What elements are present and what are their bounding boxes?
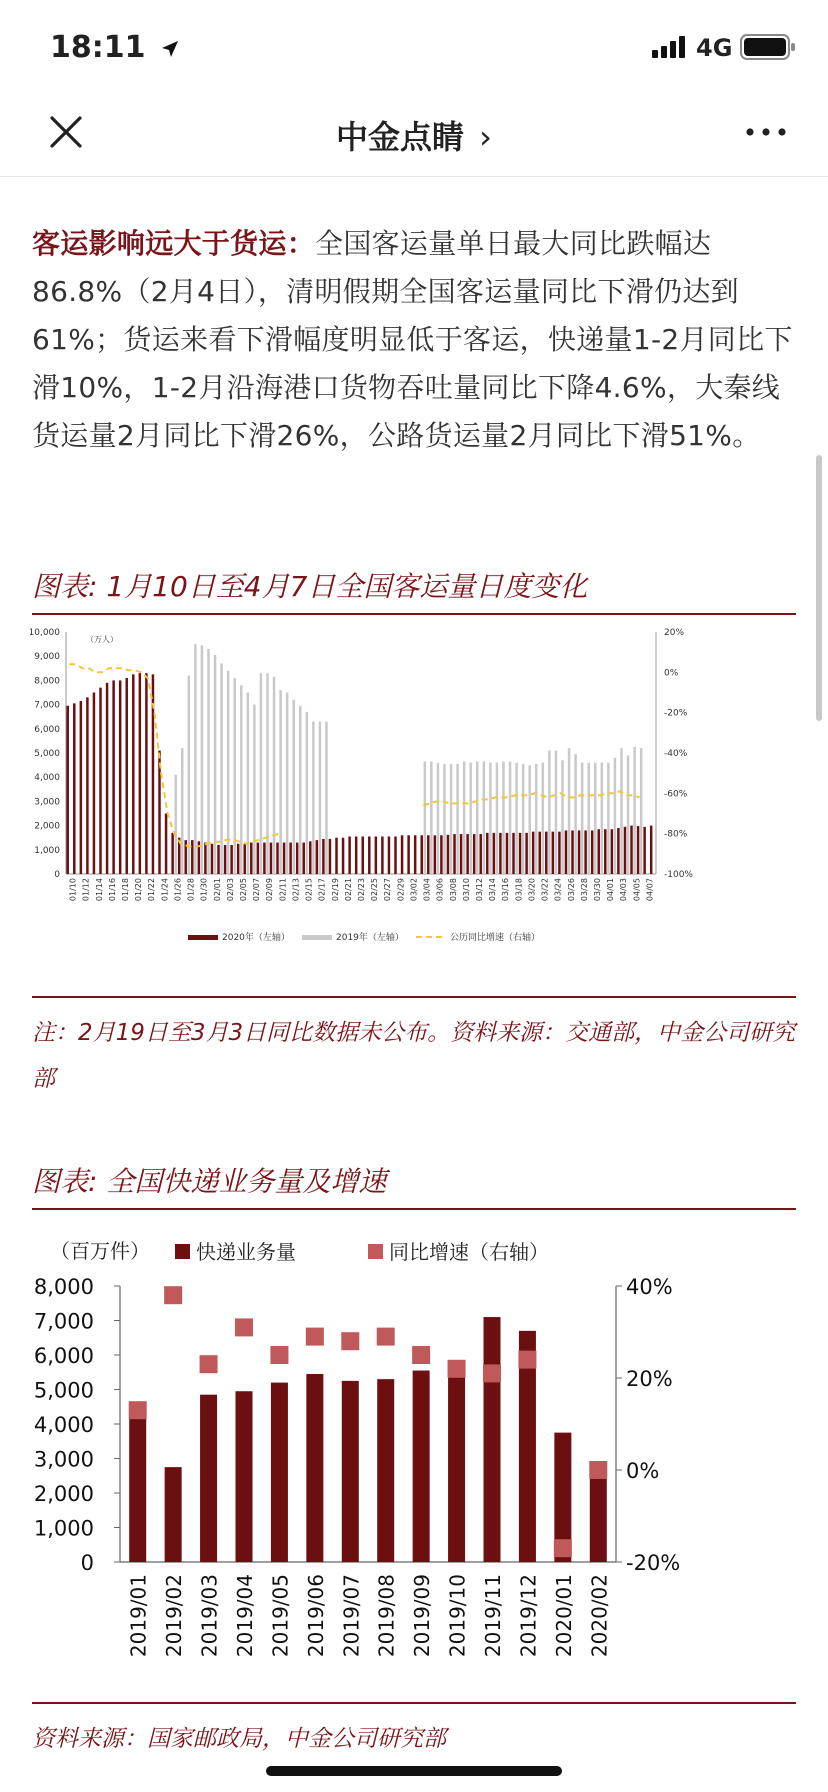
bar-2019: [194, 644, 196, 874]
bar-2019: [437, 763, 439, 874]
bar-2020: [486, 833, 488, 874]
x-tick-label: 2019/12: [516, 1574, 541, 1658]
bar-2019: [535, 764, 537, 874]
yoy-marker: [341, 1332, 359, 1350]
bar-2020: [643, 827, 645, 874]
y-tick-label: 4,000: [33, 1413, 94, 1437]
y-tick-label: 4,000: [34, 773, 60, 784]
y-tick-label: 0: [54, 870, 60, 880]
bar-2020: [375, 836, 377, 874]
bar-2019: [240, 685, 242, 874]
bar-2019: [489, 763, 491, 874]
x-tick-label: 03/12: [475, 878, 484, 902]
x-tick-label: 2019/09: [410, 1574, 435, 1658]
x-tick-label: 02/03: [225, 878, 235, 902]
y-tick-label: 6,000: [33, 1344, 94, 1368]
volume-bar: [200, 1395, 217, 1562]
bar-2020: [473, 834, 475, 874]
bar-2019: [247, 693, 249, 875]
volume-bar: [377, 1379, 394, 1562]
bar-2020: [624, 827, 626, 874]
bar-2019: [181, 748, 183, 874]
x-tick-label: 02/23: [357, 878, 366, 902]
y-tick-label: 2,000: [33, 1482, 94, 1506]
x-tick-label: 02/17: [317, 878, 327, 902]
bar-2020: [525, 833, 527, 874]
bar-2020: [302, 843, 304, 874]
x-tick-label: 02/25: [370, 878, 380, 902]
bar-2020: [479, 834, 481, 874]
bar-2020: [597, 829, 599, 874]
bar-2020: [217, 845, 219, 874]
bar-2019: [253, 705, 255, 874]
bar-2020: [99, 688, 101, 874]
volume-bar: [165, 1467, 182, 1562]
x-tick-label: 02/13: [291, 878, 301, 902]
bar-2020: [139, 673, 141, 874]
bar-2020: [211, 844, 213, 874]
bar-2019: [607, 763, 609, 874]
bar-2020: [460, 834, 462, 874]
bar-2020: [558, 832, 560, 874]
bar-2020: [119, 680, 121, 874]
bar-2020: [499, 833, 501, 874]
x-tick-label: 03/02: [409, 878, 419, 902]
bar-2020: [453, 834, 455, 874]
bar-2019: [450, 764, 452, 874]
bar-2020: [171, 833, 173, 874]
y2-tick-label: 20%: [626, 1367, 673, 1391]
x-tick-label: 04/03: [619, 878, 629, 902]
x-tick-label: 03/14: [488, 878, 498, 902]
status-bar: [0, 0, 828, 100]
unit-label: （百万件）: [50, 1239, 150, 1263]
bar-2020: [650, 826, 652, 874]
x-tick-label: 03/18: [514, 878, 524, 902]
x-tick-label: 02/01: [212, 878, 222, 902]
bar-2020: [394, 836, 396, 874]
y-tick-label: 8,000: [34, 676, 60, 687]
volume-bar: [271, 1383, 288, 1562]
bar-2019: [227, 671, 229, 874]
bar-2020: [165, 814, 167, 875]
bar-2019: [299, 706, 301, 874]
y-tick-label: 1,000: [33, 1516, 94, 1541]
x-tick-label: 2019/02: [162, 1574, 187, 1658]
home-indicator[interactable]: [266, 1766, 562, 1776]
bar-2020: [361, 836, 363, 874]
yoy-marker: [589, 1461, 607, 1479]
bar-2020: [355, 836, 357, 874]
bar-2020: [388, 836, 390, 874]
bar-2019: [548, 751, 550, 874]
bar-2020: [578, 830, 580, 874]
bar-2019: [233, 678, 235, 874]
bar-2019: [528, 765, 530, 874]
legend-label-2019: 2019年（左轴）: [336, 933, 404, 943]
x-tick-label: 01/20: [134, 878, 144, 902]
y-tick-label: 3,000: [33, 1447, 94, 1472]
x-tick-label: 03/16: [501, 878, 511, 902]
bar-2020: [368, 836, 370, 874]
bar-2020: [565, 830, 567, 874]
express-delivery-chart-svg: [30, 1220, 796, 1680]
y-tick-label: 8,000: [33, 1275, 94, 1299]
y2-tick-label: -100%: [664, 870, 693, 880]
nav-title[interactable]: 中金点睛 ›: [336, 118, 492, 156]
y-tick-label: 0: [80, 1551, 94, 1575]
bar-2019: [260, 673, 262, 874]
y2-tick-label: 40%: [626, 1275, 673, 1299]
yoy-marker: [200, 1355, 218, 1373]
volume-bar: [129, 1417, 146, 1562]
x-tick-label: 2020/02: [587, 1574, 612, 1658]
yoy-marker: [518, 1351, 536, 1369]
bar-2020: [440, 835, 442, 874]
bar-2020: [466, 834, 468, 874]
bar-2020: [237, 844, 239, 874]
x-tick-label: 01/18: [121, 878, 130, 902]
bar-2020: [407, 835, 409, 874]
chevron-right-icon: ›: [479, 118, 492, 156]
bar-2020: [538, 832, 540, 874]
x-tick-label: 2019/06: [303, 1574, 328, 1658]
bar-2019: [319, 722, 321, 874]
bar-2020: [158, 751, 160, 874]
bar-2019: [188, 676, 190, 874]
bar-2020: [243, 844, 245, 874]
unit-label: （万人）: [86, 635, 118, 644]
bar-2020: [552, 832, 554, 874]
article-paragraph: [32, 220, 796, 460]
bar-2019: [542, 763, 544, 874]
bar-2020: [532, 832, 534, 874]
x-tick-label: 01/14: [94, 878, 104, 902]
x-tick-label: 02/11: [278, 878, 288, 902]
legend-swatch-2020: [188, 935, 218, 940]
x-tick-label: 01/26: [173, 878, 183, 902]
bar-2019: [620, 748, 622, 874]
yoy-marker: [164, 1286, 182, 1304]
x-tick-label: 03/06: [435, 878, 445, 902]
bar-2019: [555, 751, 557, 874]
battery-icon: [740, 34, 796, 60]
y-tick-label: 9,000: [34, 652, 60, 663]
bar-2020: [591, 830, 593, 874]
x-tick-label: 04/05: [632, 878, 642, 902]
express-delivery-chart: [30, 1220, 796, 1684]
bar-2020: [224, 845, 226, 874]
bar-2019: [627, 755, 629, 874]
bar-2019: [469, 763, 471, 874]
bar-2020: [73, 703, 75, 874]
yoy-marker: [483, 1364, 501, 1382]
bar-2019: [522, 764, 524, 874]
bar-2020: [263, 843, 265, 874]
bar-2020: [604, 829, 606, 874]
bar-2019: [614, 758, 616, 874]
x-tick-label: 01/16: [107, 878, 117, 902]
yoy-marker: [306, 1328, 324, 1346]
legend-label-yoy: 公历同比增速（右轴）: [450, 933, 541, 943]
bar-2019: [515, 763, 517, 874]
bar-2020: [335, 838, 337, 874]
bar-2020: [506, 833, 508, 874]
yoy-marker: [448, 1360, 466, 1378]
bar-2020: [584, 830, 586, 874]
y2-tick-label: 0%: [664, 668, 679, 679]
bar-2020: [630, 826, 632, 874]
bar-2020: [420, 835, 422, 874]
yoy-marker: [235, 1318, 253, 1336]
figure2-source: 资料来源：国家邮政局，中金公司研究部: [32, 1702, 796, 1762]
bar-2019: [509, 761, 511, 874]
x-tick-label: 04/07: [645, 878, 655, 902]
y-tick-label: 7,000: [34, 700, 60, 711]
volume-bar: [413, 1371, 430, 1562]
figure1-note: 注：2月19日至3月3日同比数据未公布。资料来源：交通部，中金公司研究部: [32, 996, 796, 1102]
y-tick-label: 6,000: [34, 724, 60, 735]
bar-2020: [66, 706, 68, 874]
paragraph-body: 全国客运量单日最大同比跌幅达86.8%（2月4日），清明假期全国客运量同比下滑仍达到61%；货运来看下滑幅度明显低于客运，快递量1-2月同比下滑10%，1-2月沿海港口货物吞吐量同比下降4.6%，大秦线货运量2月同比下滑26%，公路货运量2月同比下滑51%。: [32, 227, 793, 452]
y-tick-label: 10,000: [30, 628, 60, 638]
bar-2019: [633, 747, 635, 874]
bar-2020: [571, 830, 573, 874]
x-tick-label: 02/07: [252, 878, 262, 902]
bar-2019: [306, 712, 308, 874]
bar-2020: [191, 840, 193, 874]
bar-2019: [286, 693, 288, 875]
bar-2020: [414, 835, 416, 874]
bar-2019: [574, 754, 576, 874]
volume-bar: [484, 1317, 501, 1562]
y-tick-label: 5,000: [34, 749, 60, 759]
bar-2019: [463, 761, 465, 874]
bar-2020: [316, 840, 318, 874]
legend-swatch-2019: [302, 935, 332, 940]
yoy-marker: [270, 1346, 288, 1364]
x-tick-label: 03/26: [566, 878, 576, 902]
bar-2019: [496, 763, 498, 874]
bar-2020: [93, 693, 95, 875]
bar-2019: [581, 763, 583, 874]
bar-2019: [594, 763, 596, 874]
signal-bars-icon: [652, 36, 688, 58]
bar-2020: [250, 843, 252, 874]
bar-2020: [296, 843, 298, 874]
y2-tick-label: -20%: [664, 708, 688, 719]
x-tick-label: 01/24: [160, 878, 170, 902]
volume-bar: [590, 1477, 607, 1562]
more-options-icon[interactable]: [744, 122, 788, 142]
bar-2020: [329, 839, 331, 874]
bar-2020: [545, 832, 547, 874]
x-tick-label: 02/05: [239, 878, 248, 902]
bar-2020: [230, 845, 232, 874]
bar-2020: [283, 843, 285, 874]
x-tick-label: 03/10: [461, 878, 471, 902]
x-tick-label: 03/22: [540, 878, 550, 902]
y-tick-label: 3,000: [34, 797, 60, 808]
bar-2020: [125, 678, 127, 874]
bar-2020: [434, 835, 436, 874]
bar-2020: [112, 680, 114, 874]
bar-2020: [289, 843, 291, 874]
bar-2019: [640, 748, 642, 874]
legend-label-volume: 快递业务量: [196, 1240, 296, 1264]
volume-bar: [342, 1381, 359, 1562]
location-arrow-icon: [160, 39, 180, 59]
bar-2020: [80, 701, 82, 874]
bar-2020: [204, 843, 206, 874]
bar-2019: [568, 748, 570, 874]
bar-2020: [381, 836, 383, 874]
bar-2020: [145, 673, 147, 874]
legend-label-yoy: 同比增速（右轴）: [389, 1240, 549, 1264]
bar-2020: [106, 683, 108, 874]
x-tick-label: 02/27: [383, 878, 393, 902]
legend-swatch-yoy: [368, 1244, 383, 1259]
y-tick-label: 2,000: [34, 821, 60, 832]
x-tick-label: 03/30: [593, 878, 602, 902]
legend-label-2020: 2020年（左轴）: [222, 933, 290, 943]
nav-bar: [0, 90, 828, 177]
passenger-volume-chart-svg: [30, 622, 796, 962]
yoy-marker: [412, 1346, 430, 1364]
x-tick-label: 02/21: [343, 878, 353, 902]
y-tick-label: 1,000: [34, 845, 60, 856]
volume-bar: [448, 1374, 465, 1562]
bar-2020: [637, 826, 639, 874]
figure2-title: 图表: 全国快递业务量及增速: [32, 1160, 796, 1210]
x-tick-label: 2019/03: [197, 1574, 222, 1658]
network-label: 4G: [696, 34, 733, 62]
x-tick-label: 01/22: [147, 878, 157, 902]
x-tick-label: 02/15: [304, 878, 314, 902]
x-tick-label: 03/24: [553, 878, 563, 902]
figure1-title: 图表: 1月10日至4月7日全国客运量日度变化: [32, 565, 796, 615]
bar-2020: [276, 843, 278, 874]
x-tick-label: 03/08: [448, 878, 458, 902]
x-tick-label: 02/29: [396, 878, 406, 902]
bar-2020: [427, 835, 429, 874]
bar-2020: [270, 843, 272, 874]
bar-2020: [617, 828, 619, 874]
bar-2020: [348, 836, 350, 874]
bar-2020: [322, 839, 324, 874]
passenger-volume-chart: [30, 622, 796, 966]
x-tick-label: 2019/05: [268, 1574, 293, 1658]
bar-2020: [309, 841, 311, 874]
x-tick-label: 2019/11: [481, 1574, 505, 1658]
x-tick-label: 01/10: [68, 878, 78, 902]
y2-tick-label: -40%: [664, 749, 688, 759]
x-tick-label: 2019/04: [233, 1574, 257, 1658]
y2-tick-label: 20%: [664, 628, 685, 638]
bar-2019: [456, 764, 458, 874]
bar-2019: [476, 761, 478, 874]
x-tick-label: 2020/01: [551, 1574, 576, 1658]
bar-2020: [401, 835, 403, 874]
bar-2019: [502, 761, 504, 874]
bar-2020: [447, 835, 449, 874]
bar-2019: [483, 761, 485, 874]
volume-bar: [306, 1374, 323, 1562]
bar-2019: [273, 677, 275, 874]
yoy-marker: [129, 1401, 147, 1419]
y2-tick-label: 0%: [626, 1459, 660, 1483]
bar-2019: [207, 649, 209, 874]
legend-swatch-volume: [175, 1244, 190, 1259]
bar-2019: [201, 645, 203, 874]
bar-2019: [443, 764, 445, 874]
bar-2019: [279, 690, 281, 874]
y2-tick-label: -80%: [664, 829, 688, 840]
y2-tick-label: -60%: [664, 789, 688, 800]
bar-2019: [424, 761, 426, 874]
x-tick-label: 03/04: [422, 878, 432, 902]
volume-bar: [236, 1391, 253, 1562]
x-tick-label: 02/19: [330, 878, 340, 902]
x-tick-label: 03/28: [579, 878, 589, 902]
x-tick-label: 2019/08: [374, 1574, 399, 1658]
x-tick-label: 02/09: [265, 878, 275, 902]
bar-2019: [587, 763, 589, 874]
bar-2019: [312, 722, 314, 874]
bar-2019: [325, 722, 327, 874]
bar-2020: [342, 838, 344, 874]
bar-2019: [601, 763, 603, 874]
bar-2019: [292, 700, 294, 874]
bar-2020: [611, 829, 613, 874]
bar-2020: [257, 843, 259, 874]
bar-2019: [174, 775, 176, 874]
bar-2019: [266, 673, 268, 874]
bar-2019: [430, 761, 432, 874]
bar-2020: [493, 833, 495, 874]
x-tick-label: 2019/10: [445, 1574, 470, 1658]
bar-2020: [512, 833, 514, 874]
bar-2020: [86, 697, 88, 874]
yoy-marker: [377, 1328, 395, 1346]
x-tick-label: 01/30: [199, 878, 209, 902]
x-tick-label: 04/01: [606, 878, 616, 902]
x-tick-label: 2019/01: [126, 1574, 151, 1658]
x-tick-label: 01/12: [81, 878, 91, 902]
yoy-marker: [554, 1539, 572, 1557]
y2-tick-label: -20%: [626, 1551, 681, 1575]
paragraph-highlight: 客运影响远大于货运：: [32, 227, 316, 260]
y-tick-label: 5,000: [33, 1378, 94, 1403]
status-time: 18:11: [50, 30, 180, 65]
bar-2019: [561, 760, 563, 874]
y-tick-label: 7,000: [33, 1309, 94, 1334]
x-tick-label: 2019/07: [339, 1574, 364, 1658]
bar-2020: [519, 833, 521, 874]
x-tick-label: 01/28: [186, 878, 196, 902]
scrollbar[interactable]: [816, 455, 822, 721]
bar-2020: [132, 674, 134, 874]
x-tick-label: 03/20: [527, 878, 537, 902]
